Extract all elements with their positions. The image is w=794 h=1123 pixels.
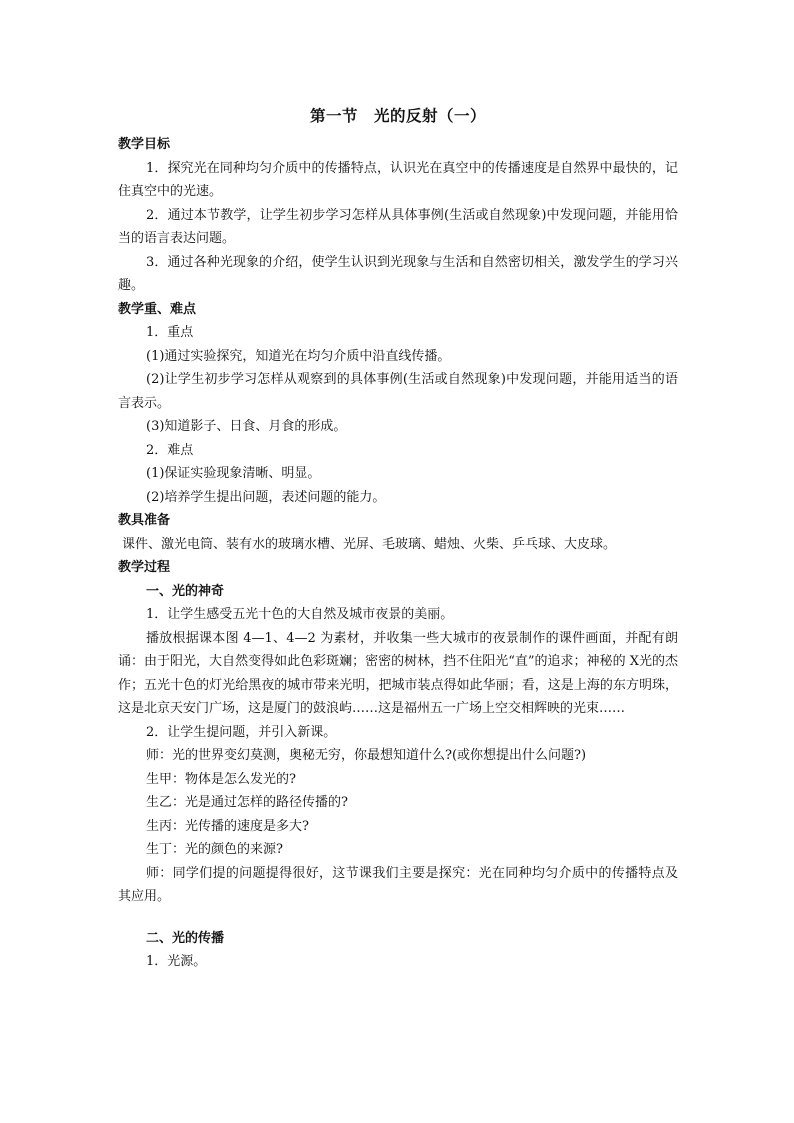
section-heading-process: 教学过程: [118, 560, 171, 575]
key-point-item: (2)让学生初步学习怎样从观察到的具体事例(生活或自然现象)中发现问题，并能用适当的语言表示。: [118, 372, 678, 411]
dialogue-line: 师：光的世界变幻莫测，奥秘无穷，你最想知道什么?(或你想提出什么问题?): [146, 748, 587, 763]
subsection-heading-part2: 二、光的传播: [146, 930, 225, 946]
page-title: 第一节 光的反射（一）: [309, 106, 486, 125]
dialogue-line: 生丙：光传播的速度是多大?: [146, 818, 309, 834]
section-heading-equipment: 教具准备: [118, 513, 171, 528]
difficulty-item: (1)保证实验现象清晰、明显。: [146, 466, 321, 481]
subsection-heading-part1: 一、光的神奇: [146, 583, 225, 599]
objective-item: 1．探究光在同种均匀介质中的传播特点，认识光在真空中的传播速度是自然界中最快的，记住真空中的光速。: [118, 160, 678, 199]
paragraph: 2．让学生提问题，并引入新课。: [146, 724, 337, 740]
key-point-item: (1)通过实验探究，知道光在均匀介质中沿直线传播。: [146, 348, 451, 364]
dialogue-line: 生甲：物体是怎么发光的?: [146, 771, 296, 787]
dialogue-line: 生乙：光是通过怎样的路径传播的?: [146, 795, 348, 810]
section-heading-objectives: 教学目标: [118, 137, 171, 152]
spacer: [118, 909, 678, 927]
paragraph: 播放根据课本图 4—1、4—2 为素材，并收集一些大城市的夜景制作的课件画面，并配有朗诵：由于阳光，大自然变得如此色彩斑斓；密密的树林，挡不住阳光“直”的追求；神秘的 X光的杰作；五光十色的灯光给黑夜的城市带来光明，把城市装点得如此华丽；看，这是上海的东方明珠，这是北京天安门广场，这是厦门的鼓浪屿……这是福州五一广场上空交相辉映的光束……: [118, 630, 678, 716]
equipment-list: 课件、激光电筒、装有水的玻璃水槽、光屏、毛玻璃、蜡烛、火柴、乒乓球、大皮球。: [122, 536, 617, 552]
key-point-item: (3)知道影子、日食、月食的形成。: [146, 419, 347, 434]
key-points-label: 1．重点: [146, 325, 194, 340]
objective-item: 3．通过各种光现象的介绍，使学生认识到光现象与生活和自然密切相关，激发学生的学习兴趣。: [118, 254, 678, 293]
objective-item: 2．通过本节教学，让学生初步学习怎样从具体事例(生活或自然现象)中发现问题，并能用恰当的语言表达问题。: [118, 207, 678, 246]
dialogue-line: 生丁：光的颜色的来源?: [146, 842, 283, 857]
document-page: [118, 105, 678, 974]
paragraph: 1．让学生感受五光十色的大自然及城市夜景的美丽。: [146, 607, 454, 622]
difficulties-label: 2．难点: [146, 442, 194, 458]
paragraph: 1．光源。: [146, 954, 207, 969]
difficulty-item: (2)培养学生提出问题，表述问题的能力。: [146, 489, 386, 505]
section-heading-key-points: 教学重、难点: [118, 301, 197, 317]
dialogue-line: 师：同学们提的问题提得很好，这节课我们主要是探究：光在同种均匀介质中的传播特点及其应用。: [118, 865, 678, 904]
